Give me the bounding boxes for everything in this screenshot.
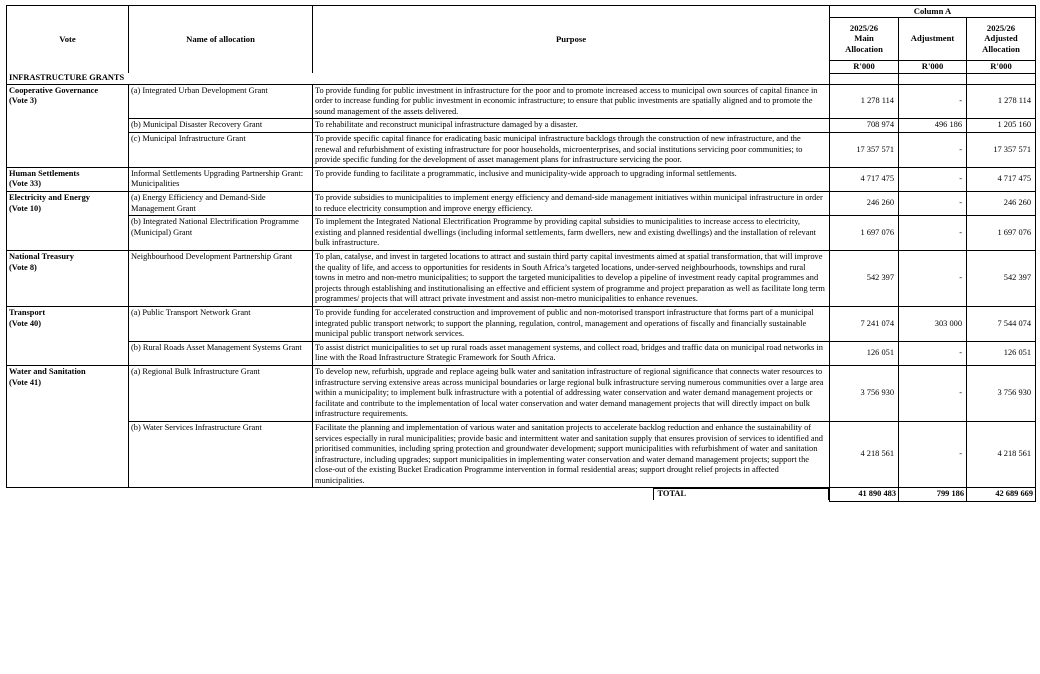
total-cell — [313, 488, 830, 502]
adjusted-allocation-value: 126 051 — [967, 341, 1036, 365]
header-adjusted-line1: 2025/26 — [986, 22, 1016, 33]
main-allocation-value: 126 051 — [830, 341, 899, 365]
allocation-name: (a) Integrated Urban Development Grant — [129, 84, 313, 119]
grant-row — [7, 306, 1036, 341]
grant-row — [7, 133, 1036, 168]
section-blank-2 — [899, 73, 967, 84]
vote-number: (Vote 33) — [9, 179, 42, 189]
allocation-purpose: To provide subsidies to municipalities to implement energy efficiency and demand-side management initiatives within municipal infrastructure in order to reduce electricity consumption and improve energy efficiency. — [313, 192, 830, 216]
allocation-name: (b) Water Services Infrastructure Grant — [129, 421, 313, 488]
main-allocation-value: 1 697 076 — [830, 216, 899, 251]
grant-row — [7, 192, 1036, 216]
allocation-name: Informal Settlements Upgrading Partnership Grant: Municipalities — [129, 167, 313, 191]
adjustment-value: 303 000 — [899, 306, 967, 341]
vote-cell — [7, 119, 129, 133]
grant-row — [7, 167, 1036, 191]
unit-main: R'000 — [830, 60, 899, 73]
total-main: 41 890 483 — [830, 488, 899, 502]
allocation-name: (b) Rural Roads Asset Management Systems Grant — [129, 341, 313, 365]
vote-department: Transport — [9, 307, 46, 317]
vote-cell — [7, 84, 129, 119]
allocation-purpose: To implement the Integrated National Electrification Programme by providing capital subsidies to municipalities to increase access to electricity, existing and planned residential dwellings (including informal settlements, farm dwellers, new and existing dwellings) and the installation of relevant bulk infrastructure. — [313, 216, 830, 251]
adjustment-value: - — [899, 421, 967, 488]
vote-number: (Vote 10) — [9, 203, 42, 213]
grant-row — [7, 341, 1036, 365]
vote-cell — [7, 421, 129, 488]
allocation-name: (b) Municipal Disaster Recovery Grant — [129, 119, 313, 133]
adjustment-value: - — [899, 341, 967, 365]
header-main-line2: Main — [854, 33, 874, 44]
vote-cell — [7, 216, 129, 251]
vote-department: Electricity and Energy — [9, 193, 90, 203]
main-allocation-value: 542 397 — [830, 251, 899, 307]
header-adjustment: Adjustment — [899, 17, 967, 60]
adjustment-value: - — [899, 133, 967, 168]
vote-department: Cooperative Governance — [9, 85, 99, 95]
adjusted-allocation-value: 1 278 114 — [967, 84, 1036, 119]
header-column-group: Column A — [830, 6, 1036, 18]
adjustment-value: - — [899, 251, 967, 307]
main-allocation-value: 17 357 571 — [830, 133, 899, 168]
vote-cell — [7, 251, 129, 307]
vote-cell — [7, 192, 129, 216]
main-allocation-value: 3 756 930 — [830, 365, 899, 421]
allocation-purpose: To provide funding for accelerated construction and improvement of public and non-motorised transport infrastructure that forms part of a municipal integrated public transport network; to support the planning, regulation, control, management and operations of fiscally and financially sustainable municipal public transport network services. — [313, 306, 830, 341]
header-adjusted-line3: Allocation — [982, 43, 1020, 54]
allocation-purpose: To provide specific capital finance for eradicating basic municipal infrastructure backlogs through the construction of new infrastructure, and the renewal and refurbishment of existing infrastructure for poor households, microenterprises, and social institutions servicing poor communities; to provide specific funding for the development of asset management plans for infrastructure servicing the poor. — [313, 133, 830, 168]
header-main-allocation — [830, 17, 899, 60]
adjustment-value: - — [899, 365, 967, 421]
adjustment-value: - — [899, 167, 967, 191]
vote-cell — [7, 341, 129, 365]
main-allocation-value: 4 717 475 — [830, 167, 899, 191]
vote-cell — [7, 365, 129, 421]
allocation-purpose: To develop new, refurbish, upgrade and replace ageing bulk water and sanitation infrastructure of regional significance that connects water resources to infrastructure serving extensive areas across municipal boundaries or large regional bulk infrastructure serving numerous communities over a large area within a municipality; to implement bulk infrastructure with a potential of addressing water conservation and water demand management projects or facilitate and contribute to the implementation of local water conservation and water demand management projects that will directly impact on bulk infrastructure requirements. — [313, 365, 830, 421]
header-vote: Vote — [7, 6, 129, 74]
allocation-purpose: To rehabilitate and reconstruct municipal infrastructure damaged by a disaster. — [313, 119, 830, 133]
header-purpose: Purpose — [313, 6, 830, 74]
allocation-purpose: To assist district municipalities to set up rural roads asset management systems, and collect road, bridges and traffic data on municipal road networks in line with the Road Infrastructure Strategic Framework for South Africa. — [313, 341, 830, 365]
adjusted-allocation-value: 542 397 — [967, 251, 1036, 307]
allocation-name: (c) Municipal Infrastructure Grant — [129, 133, 313, 168]
grant-row — [7, 251, 1036, 307]
total-spacer-2 — [129, 488, 313, 502]
section-blank-3 — [967, 73, 1036, 84]
allocation-name: (a) Energy Efficiency and Demand-Side Management Grant — [129, 192, 313, 216]
vote-department: Human Settlements — [9, 168, 80, 178]
header-main-line1: 2025/26 — [849, 22, 879, 33]
adjusted-allocation-value: 1 697 076 — [967, 216, 1036, 251]
adjustment-value: - — [899, 192, 967, 216]
adjusted-allocation-value: 17 357 571 — [967, 133, 1036, 168]
total-adjustment: 799 186 — [899, 488, 967, 502]
vote-cell — [7, 133, 129, 168]
allocation-purpose: Facilitate the planning and implementation of various water and sanitation projects to accelerate backlog reduction and enhance the sustainability of services especially in rural municipalities; provide basic and intermittent water and sanitation supply that ensures provision of services to identified and prioritised communities, including spring protection and groundwater development; support municipalities with refurbishment of water and sanitation infrastructure, including upgrades; support municipalities in implementing water conservation and water demand management projects; support the close-out of the existing Bucket Eradication Programme intervention in formal residential areas; support drought relief projects in affected municipalities. — [313, 421, 830, 488]
vote-number: (Vote 8) — [9, 262, 37, 272]
unit-adjustment: R'000 — [899, 60, 967, 73]
vote-number: (Vote 40) — [9, 318, 42, 328]
vote-department: National Treasury — [9, 252, 74, 261]
total-adjusted: 42 689 669 — [967, 488, 1036, 502]
section-title: INFRASTRUCTURE GRANTS — [7, 73, 830, 84]
main-allocation-value: 708 974 — [830, 119, 899, 133]
main-allocation-value: 7 241 074 — [830, 306, 899, 341]
adjustment-value: - — [899, 84, 967, 119]
adjusted-allocation-value: 246 260 — [967, 192, 1036, 216]
adjustment-value: 496 186 — [899, 119, 967, 133]
total-label: TOTAL — [653, 488, 830, 500]
adjustment-value: - — [899, 216, 967, 251]
vote-cell — [7, 167, 129, 191]
header-name: Name of allocation — [129, 6, 313, 74]
grant-row — [7, 84, 1036, 119]
header-adjusted-allocation — [967, 17, 1036, 60]
vote-number: (Vote 3) — [9, 96, 37, 106]
unit-adjusted: R'000 — [967, 60, 1036, 73]
adjusted-allocation-value: 3 756 930 — [967, 365, 1036, 421]
main-allocation-value: 246 260 — [830, 192, 899, 216]
adjusted-allocation-value: 4 717 475 — [967, 167, 1036, 191]
header-adjusted-line2: Adjusted — [984, 33, 1018, 44]
allocation-purpose: To provide funding to facilitate a programmatic, inclusive and municipality-wide approach to upgrading informal settlements. — [313, 167, 830, 191]
allocation-name: Neighbourhood Development Partnership Grant — [129, 251, 313, 307]
grant-row — [7, 216, 1036, 251]
main-allocation-value: 1 278 114 — [830, 84, 899, 119]
adjusted-allocation-value: 1 205 160 — [967, 119, 1036, 133]
allocation-purpose: To provide funding for public investment in infrastructure for the poor and to promote increased access to municipal own sources of capital finance in order to increase funding for public investment in economic infrastructure; to ensure that public investments are spatially aligned and to promote the sound management of the assets delivered. — [313, 84, 830, 119]
main-allocation-value: 4 218 561 — [830, 421, 899, 488]
allocation-name: (b) Integrated National Electrification Programme (Municipal) Grant — [129, 216, 313, 251]
total-spacer-1 — [7, 488, 129, 502]
vote-department: Water and Sanitation — [9, 366, 86, 376]
adjusted-allocation-value: 4 218 561 — [967, 421, 1036, 488]
grant-row — [7, 119, 1036, 133]
header-main-line3: Allocation — [845, 43, 883, 54]
adjusted-allocation-value: 7 544 074 — [967, 306, 1036, 341]
allocation-name: (a) Regional Bulk Infrastructure Grant — [129, 365, 313, 421]
allocation-table-container — [6, 5, 1036, 502]
vote-number: (Vote 41) — [9, 377, 42, 387]
allocation-purpose: To plan, catalyse, and invest in targeted locations to attract and sustain third party capital investments aimed at spatial transformation, that will improve the quality of life, and access to opportunities for residents in South Africa’s targeted locations, under-served neighbourhoods, townships and rural towns in metro and non-metro municipalities; to support the targeted municipalities to develop a pipeline of investment ready capital programmes and projects through establishing and institutionalising an effective and efficient system of programme and project preparation as well as facilitate long term programmes/ projects that will attract private investment and assist non-metro municipalities to enhance revenues. — [313, 251, 830, 307]
section-blank-1 — [830, 73, 899, 84]
grant-row — [7, 365, 1036, 421]
vote-cell — [7, 306, 129, 341]
allocation-name: (a) Public Transport Network Grant — [129, 306, 313, 341]
grant-row — [7, 421, 1036, 488]
allocation-table — [6, 5, 1036, 502]
